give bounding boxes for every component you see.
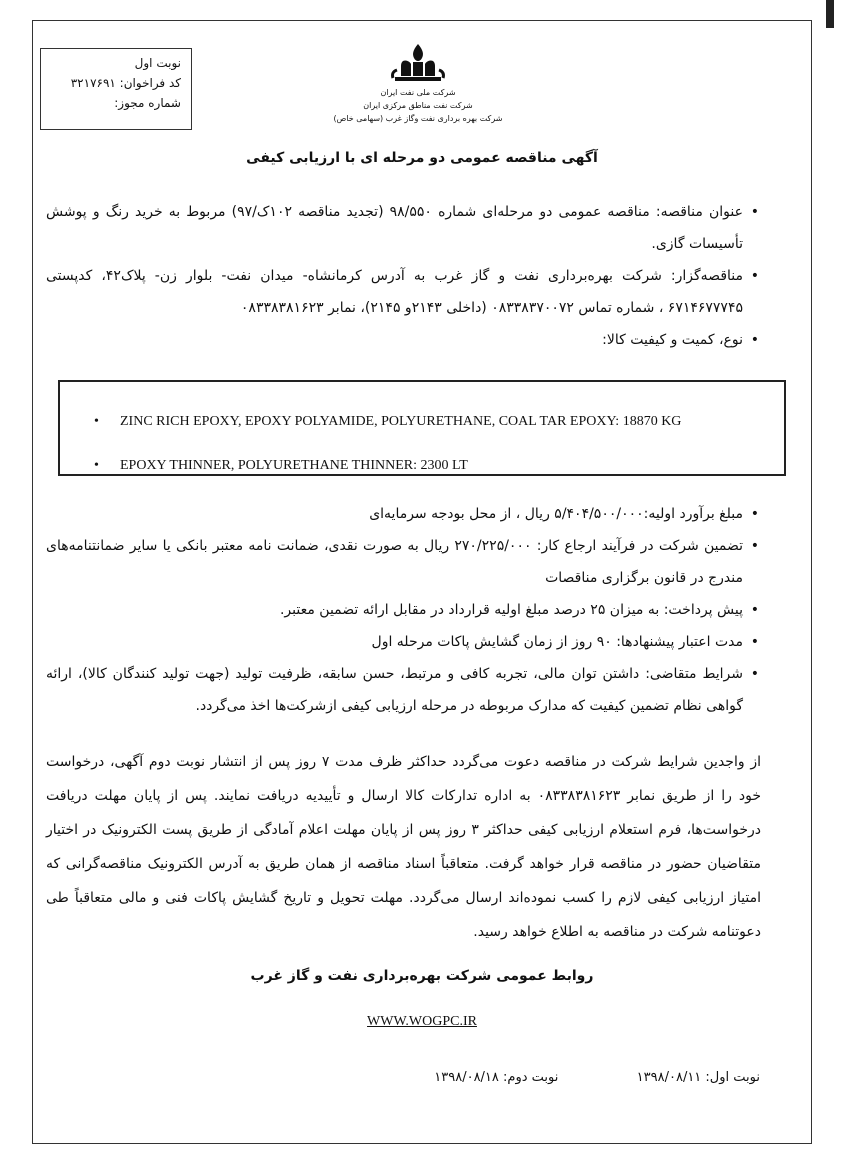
org-name-3: شرکت بهره برداری نفت وگاز غرب (سهامی خاص) [333, 114, 503, 123]
item-estimated-amount: • مبلغ برآورد اولیه:۵/۴۰۴/۵۰۰/۰۰۰ ریال ، از محل بودجه سرمایه‌ای [46, 498, 761, 530]
second-publication-date: نوبت دوم: ۱۳۹۸/۰۸/۱۸ [434, 1070, 559, 1085]
item-applicant-conditions: • شرایط متقاضی: داشتن توان مالی، تجربه کافی و مرتبط، حسن سابقه، ظرفیت تولید (جهت تولید کنندگان کالا)، ارائه گواهی نظام تضمین کیفیت که مدارک مربوطه در مرحله ارزیابی کیفی ازشرکت‌ها اخذ می‌گردد. [46, 658, 761, 722]
spec-item-coatings: • ZINC RICH EPOXY, EPOXY POLYAMIDE, POLYURETHANE, COAL TAR EPOXY: 18870 KG [94, 400, 784, 444]
tender-details-top [46, 196, 761, 356]
org-name-1: شرکت ملی نفت ایران [380, 88, 456, 97]
item-guarantee: • تضمین شرکت در فرآیند ارجاع کار: ۲۷۰/۲۲۵/۰۰۰ ریال به صورت نقدی، ضمانت نامه معتبر بانکی یا سایر ضمانتنامه‌های مندرج در قانون برگزاری مناقصات [46, 530, 761, 594]
box-call-code: کد فراخوان: ۳۲۱۷۶۹۱ [70, 76, 181, 90]
notice-title: آگهی مناقصه عمومی دو مرحله ای با ارزیابی کیفی [246, 150, 598, 166]
box-permit-number: شماره مجوز: [114, 96, 181, 110]
tender-details-bottom [46, 498, 761, 722]
spec-item-thinners: • EPOXY THINNER, POLYURETHANE THINNER: 2300 LT [94, 444, 784, 488]
org-name-2: شرکت نفت مناطق مرکزی ایران [363, 101, 473, 110]
nioc-logo-icon [383, 42, 453, 86]
first-publication-date: نوبت اول: ۱۳۹۸/۰۸/۱۱ [636, 1070, 760, 1085]
company-header [328, 42, 508, 125]
item-prepayment: • پیش پرداخت: به میزان ۲۵ درصد مبلغ اولیه قرارداد در مقابل ارائه تضمین معتبر. [46, 594, 761, 626]
item-goods-type: • نوع، کمیت و کیفیت کالا: [46, 324, 761, 356]
item-validity: • مدت اعتبار پیشنهادها: ۹۰ روز از زمان گشایش پاکات مرحله اول [46, 626, 761, 658]
tender-code-box [40, 48, 192, 130]
scan-edge-mark [826, 0, 834, 28]
item-tender-organizer: • مناقصه‌گزار: شرکت بهره‌برداری نفت و گاز غرب به آدرس کرمانشاه- میدان نفت- بلوار زن- پلاک۴۲، کدپستی ۶۷۱۴۶۷۷۷۴۵ ، شماره تماس ۰۸۳۳۸۳۷۰۰۷۲ (داخلی ۲۱۴۳و ۲۱۴۵)، نمابر ۰۸۳۳۸۳۸۱۶۲۳ [46, 260, 761, 324]
item-tender-subject: • عنوان مناقصه: مناقصه عمومی دو مرحله‌ای شماره ۹۸/۵۵۰ (تجدید مناقصه ۱۰۲ک/۹۷) مربوط به خرید رنگ و پوشش تأسیسات گازی. [46, 196, 761, 260]
box-round-label: نوبت اول [134, 56, 181, 70]
goods-spec-box [58, 380, 786, 476]
invitation-paragraph: از واجدین شرایط شرکت در مناقصه دعوت می‌گردد حداکثر ظرف مدت ۷ روز پس از انتشار نوبت دوم آگهی، درخواست خود را از طریق نمابر ۰۸۳۳۸۳۸۱۶۲۳ به اداره تدارکات کالا ارسال و تأییدیه دریافت نمایند. پس از پایان مهلت دریافت درخواست‌ها، فرم استعلام ارزیابی کیفی حداکثر ۳ روز پس از پایان مهلت اعلام آمادگی از طریق پست الکترونیک در اختیار متقاضیان حضور در مناقصه قرار خواهد گرفت. متعاقباً اسناد مناقصه از همان طریق به آدرس الکترونیک مناقصه‌گرانی که امتیاز ارزیابی کیفی لازم را کسب نموده‌اند ارسال می‌گردد. مهلت تحویل و تاریخ گشایش پاکات فنی و مالی متعاقباً طی دعوتنامه شرکت در مناقصه به اطلاع خواهد رسید. [46, 754, 761, 940]
website-link[interactable]: WWW.WOGPC.IR [367, 1014, 477, 1029]
public-relations-signature: روابط عمومی شرکت بهره‌برداری نفت و گاز غرب [250, 968, 594, 984]
publication-dates [400, 1070, 760, 1085]
